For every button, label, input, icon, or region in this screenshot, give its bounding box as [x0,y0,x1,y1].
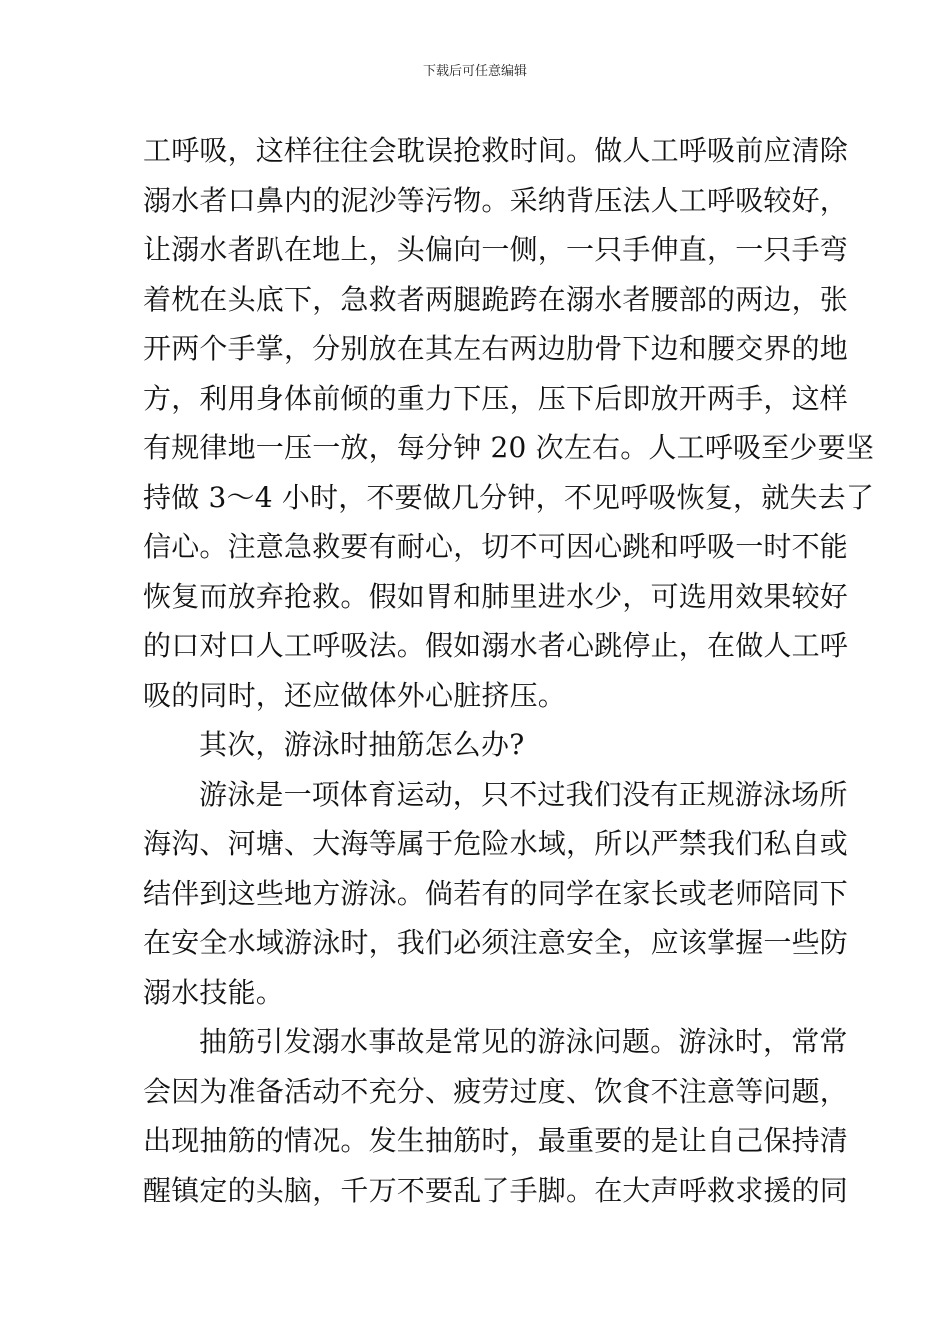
text-line: 的口对口人工呼吸法。假如溺水者心跳停止，在做人工呼 [143,629,849,662]
page-header-note: 下载后可任意编辑 [422,64,527,79]
text-line: 在安全水域游泳时，我们必须注意安全，应该掌握一些防 [143,926,849,959]
text-line: 吸的同时，还应做体外心脏挤压。 [143,678,567,712]
text-line: 结伴到这些地方游泳。倘若有的同学在家长或老师陪同下 [143,876,849,910]
text-line: 恢复而放弃抢救。假如胃和肺里进水少，可选用效果较好 [143,579,849,613]
text-line: 溺水者口鼻内的泥沙等污物。采纳背压法人工呼吸较好， [143,183,849,217]
text-line: 有规律地一压一放，每分钟 20 次左右。人工呼吸至少要坚 [143,431,875,464]
text-line: 会因为准备活动不充分、疲劳过度、饮食不注意等问题， [143,1074,849,1108]
text-line: 方，利用身体前倾的重力下压，压下后即放开两手，这样 [143,381,849,415]
text-line: 工呼吸，这样往往会耽误抢救时间。做人工呼吸前应清除 [143,134,849,167]
text-line: 开两个手掌，分别放在其左右两边肋骨下边和腰交界的地 [143,332,849,365]
paragraph-start-line: 抽筋引发溺水事故是常见的游泳问题。游泳时，常常 [199,1025,848,1058]
document-body [143,126,875,1215]
text-line: 溺水技能。 [143,975,285,1009]
text-line: 醒镇定的头脑，千万不要乱了手脚。在大声呼救求援的同 [143,1173,849,1207]
text-line: 让溺水者趴在地上，头偏向一侧，一只手伸直，一只手弯 [143,233,849,266]
text-line: 着枕在头底下，急救者两腿跪跨在溺水者腰部的两边，张 [143,282,849,316]
text-line: 出现抽筋的情况。发生抽筋时，最重要的是让自己保持清 [143,1124,849,1157]
paragraph-start-line: 游泳是一项体育运动，只不过我们没有正规游泳场所 [199,777,848,811]
text-line: 持做 3～4 小时，不要做几分钟，不见呼吸恢复，就失去了 [143,480,875,514]
text-line: 海沟、河塘、大海等属于危险水域，所以严禁我们私自或 [143,827,849,860]
text-line: 信心。注意急救要有耐心，切不可因心跳和呼吸一时不能 [143,530,849,563]
section-heading: 其次，游泳时抽筋怎么办? [199,728,525,761]
